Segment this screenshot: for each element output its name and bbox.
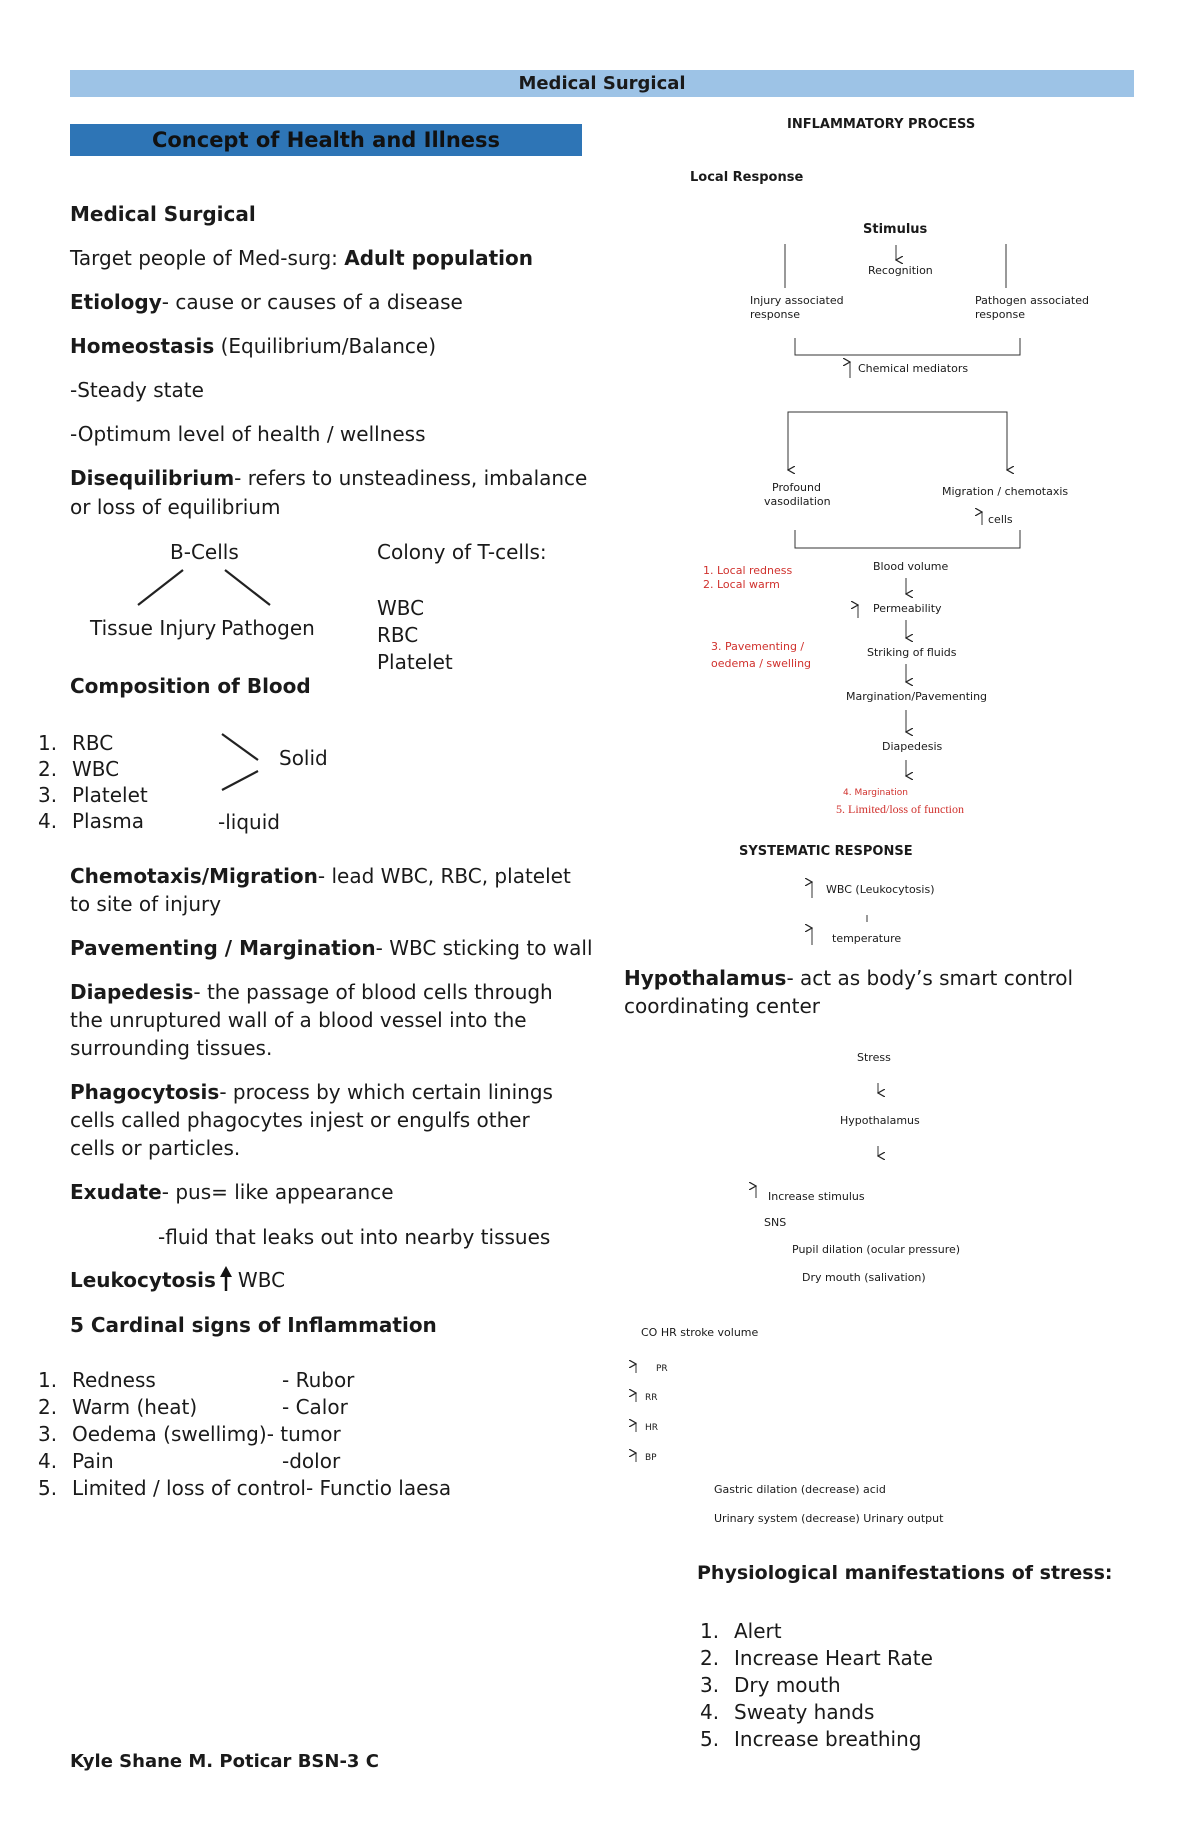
list-item: 5. Increase breathing: [700, 1727, 922, 1751]
hypothalamus-label: Hypothalamus: [840, 1114, 920, 1127]
colony-item-wbc: WBC: [377, 596, 425, 620]
exudate-def-2: -fluid that leaks out into nearby tissues: [158, 1225, 551, 1249]
optimum-level: -Optimum level of health / wellness: [70, 422, 426, 446]
etiology-def: - cause or causes of a disease: [161, 290, 463, 314]
cardinal-heading: 5 Cardinal signs of Inflammation: [70, 1313, 437, 1337]
rr-label: RR: [645, 1393, 658, 1403]
list-item: 4. Pain -dolor: [38, 1449, 341, 1473]
etiology-term: Etiology: [70, 290, 162, 314]
list-item: 4. Sweaty hands: [700, 1700, 875, 1724]
list-item: 1. Redness - Rubor: [38, 1368, 355, 1392]
striking-label: Striking of fluids: [867, 646, 957, 659]
phago-def-3: cells or particles.: [70, 1136, 241, 1160]
injury-assoc-2: response: [750, 308, 800, 321]
target-prefix: Target people of Med-surg:: [70, 246, 345, 270]
temperature-label: temperature: [832, 932, 902, 945]
target-value: Adult population: [344, 246, 534, 270]
phago-def-2: cells called phagocytes injest or engulfs other: [70, 1108, 530, 1132]
diseq-def-2: or loss of equilibrium: [70, 495, 281, 519]
phago-def-1: - process by which certain linings: [219, 1080, 553, 1104]
profound-2: vasodilation: [764, 495, 831, 508]
increase-stimulus-label: Increase stimulus: [768, 1190, 865, 1203]
colony-item-platelet: Platelet: [377, 650, 453, 674]
diap-term: Diapedesis: [70, 980, 194, 1004]
hypo-term: Hypothalamus: [624, 966, 787, 990]
list-item: 3. Oedema (swellimg)- tumor: [38, 1422, 341, 1446]
steady-state: -Steady state: [70, 378, 204, 402]
left-heading: Medical Surgical: [70, 202, 256, 226]
diap-def-1: - the passage of blood cells through: [193, 980, 553, 1004]
gastric-label: Gastric dilation (decrease) acid: [714, 1483, 886, 1496]
colony-item-rbc: RBC: [377, 623, 419, 647]
list-item: 1. RBC: [38, 731, 114, 755]
injury-assoc-1: Injury associated: [750, 294, 844, 307]
list-item: 3. Platelet: [38, 783, 148, 807]
phago-term: Phagocytosis: [70, 1080, 220, 1104]
pr-label: PR: [656, 1364, 668, 1374]
bcells-label: B-Cells: [170, 540, 239, 564]
chemo-term: Chemotaxis/Migration: [70, 864, 318, 888]
red-item-3b: oedema / swelling: [711, 657, 812, 670]
phys-heading: Physiological manifestations of stress:: [697, 1562, 1113, 1584]
diseq-term: Disequilibrium: [70, 466, 235, 490]
exudate-def: - pus= like appearance: [161, 1180, 394, 1204]
solid-line-top: [222, 734, 258, 760]
pathogen-assoc-1: Pathogen associated: [975, 294, 1089, 307]
wbc-leuko-label: WBC (Leukocytosis): [826, 883, 935, 896]
tissue-injury-label: Tissue Injury: [90, 616, 217, 640]
red-item-3a: 3. Pavementing /: [711, 640, 805, 653]
diap-def-3: surrounding tissues.: [70, 1036, 273, 1060]
pave-def: - WBC sticking to wall: [375, 936, 593, 960]
colony-label: Colony of T-cells:: [377, 540, 547, 564]
hypo-def-1: - act as body’s smart control: [786, 966, 1074, 990]
diseq-def-1: - refers to unsteadiness, imbalance: [234, 466, 588, 490]
footer-author: Kyle Shane M. Poticar BSN-3 C: [70, 1751, 379, 1772]
list-item: 1. Alert: [700, 1619, 782, 1643]
systemic-title: SYSTEMATIC RESPONSE: [739, 844, 913, 859]
hypo-def-2: coordinating center: [624, 994, 820, 1018]
list-item: 5. Limited / loss of control- Functio laesa: [38, 1476, 452, 1500]
sns-label: SNS: [764, 1216, 787, 1229]
pathogen-assoc-2: response: [975, 308, 1025, 321]
local-response-label: Local Response: [690, 170, 804, 185]
profound-1: Profound: [772, 481, 821, 494]
permeability-label: Permeability: [873, 602, 942, 615]
red-item-4: 4. Margination: [843, 788, 908, 798]
list-item: 2. WBC: [38, 757, 120, 781]
branch-line-left: [138, 570, 183, 605]
red-item-2: 2. Local warm: [703, 578, 780, 591]
stimulus-label: Stimulus: [863, 222, 928, 237]
solid-line-bottom: [222, 771, 258, 790]
red-item-1: 1. Local redness: [703, 564, 793, 577]
leuko-term: Leukocytosis: [70, 1268, 216, 1292]
homeostasis-term: Homeostasis: [70, 334, 215, 358]
page-banner: Medical Surgical: [70, 70, 1134, 97]
section-title: Concept of Health and Illness: [70, 124, 582, 156]
blood-volume-label: Blood volume: [873, 560, 949, 573]
branch-line-right: [225, 570, 270, 605]
pave-term: Pavementing / Margination: [70, 936, 376, 960]
stress-label: Stress: [857, 1051, 891, 1064]
chem-mediators-label: Chemical mediators: [858, 362, 969, 375]
leukocytosis-arrow-icon: [220, 1266, 232, 1291]
chemo-def-1: - lead WBC, RBC, platelet: [317, 864, 571, 888]
inflammatory-title: INFLAMMATORY PROCESS: [787, 117, 976, 132]
pathogen-label: Pathogen: [221, 616, 315, 640]
recognition-label: Recognition: [868, 264, 933, 277]
homeostasis-def: (Equilibrium/Balance): [214, 334, 437, 358]
exudate-term: Exudate: [70, 1180, 162, 1204]
list-item: 2. Increase Heart Rate: [700, 1646, 933, 1670]
dry-mouth-label: Dry mouth (salivation): [802, 1271, 926, 1284]
pupil-label: Pupil dilation (ocular pressure): [792, 1243, 961, 1256]
composition-heading: Composition of Blood: [70, 674, 311, 698]
list-item: 2. Warm (heat) - Calor: [38, 1395, 348, 1419]
solid-label: Solid: [279, 746, 328, 770]
margination-label: Margination/Pavementing: [846, 690, 988, 703]
leuko-def: WBC: [237, 1268, 286, 1292]
diapedesis-label: Diapedesis: [882, 740, 943, 753]
diap-def-2: the unruptured wall of a blood vessel into the: [70, 1008, 527, 1032]
cells-label: cells: [988, 513, 1013, 526]
list-item: 3. Dry mouth: [700, 1673, 841, 1697]
co-line: CO HR stroke volume: [641, 1326, 759, 1339]
liquid-label: -liquid: [218, 810, 280, 834]
list-item: 4. Plasma: [38, 809, 145, 833]
migration-label: Migration / chemotaxis: [942, 485, 1069, 498]
red-item-5: 5. Limited/loss of function: [836, 802, 964, 816]
bp-label: BP: [645, 1453, 657, 1463]
hr-label: HR: [645, 1423, 659, 1433]
chemo-def-2: to site of injury: [70, 892, 222, 916]
urinary-label: Urinary system (decrease) Urinary output: [714, 1512, 944, 1525]
